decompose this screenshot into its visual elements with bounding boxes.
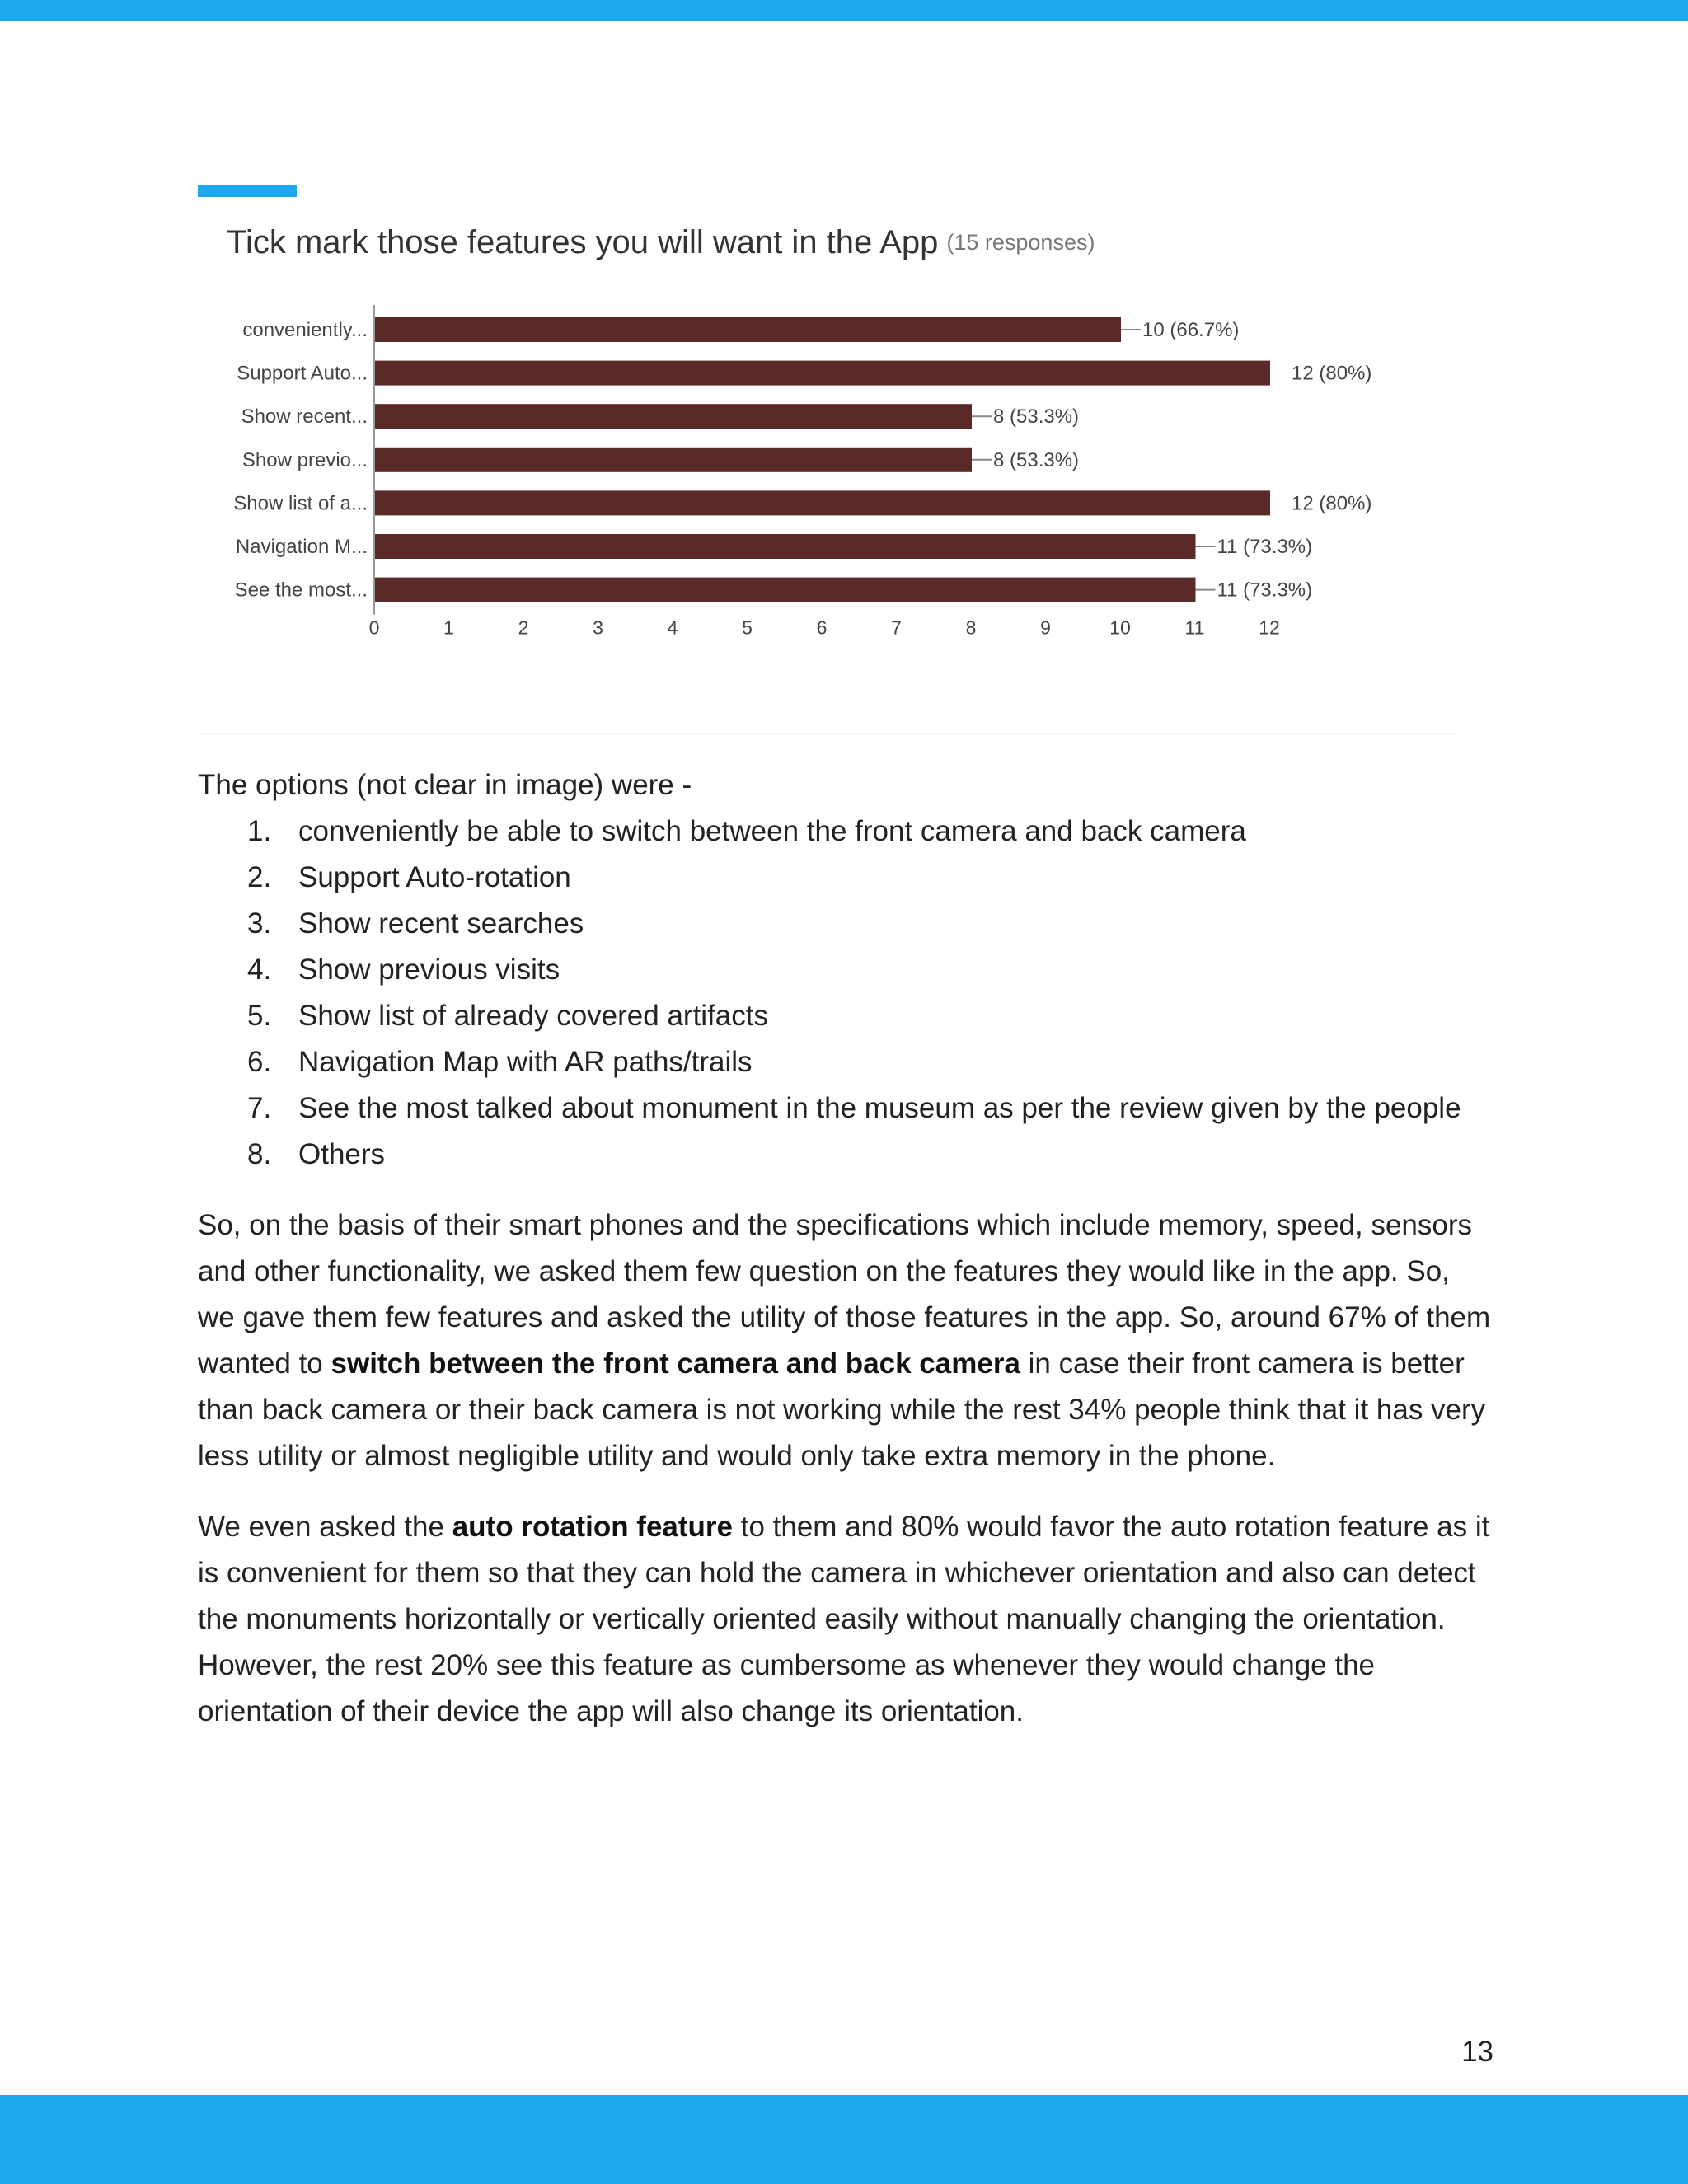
- chart-bar: [375, 490, 1270, 515]
- paragraph2-text-after: to them and 80% would favor the auto rotation feature as it is convenient for them so that they can hold the camera in whichever orientation and also can detect the monuments horizontally or vertically oriented easily without manually changing the orientation. However, the rest 20% see this feature as cumbersome as whenever they would change the orientation of their device the app will also change its orientation.: [198, 1511, 1490, 1727]
- option-item: [198, 947, 1492, 993]
- option-text: Show previous visits: [298, 954, 560, 986]
- chart-data-label: 8 (53.3%): [993, 405, 1080, 429]
- option-item: [198, 993, 1492, 1039]
- feature-bar-chart: [198, 305, 1467, 684]
- chart-data-label: 12 (80%): [1292, 362, 1372, 385]
- chart-x-tick-label: 0: [368, 616, 380, 639]
- chart-x-tick-label: 2: [518, 616, 529, 639]
- option-number: 8.: [247, 1138, 272, 1170]
- chart-x-tick-label: 11: [1184, 616, 1205, 639]
- paragraph2-bold: auto rotation feature: [452, 1511, 734, 1543]
- chart-category-label: Show recent...: [241, 405, 368, 429]
- chart-category-label: Show previo...: [241, 448, 368, 471]
- chart-bar: [375, 404, 972, 429]
- chart-category-label: Support Auto...: [237, 362, 368, 385]
- chart-category-label: conveniently...: [242, 319, 368, 341]
- option-item: [198, 901, 1492, 947]
- option-number: 1.: [247, 815, 272, 847]
- option-text: See the most talked about monument in the museum as per the review given by the people: [298, 1092, 1461, 1124]
- chart-x-tick-label: 9: [1040, 616, 1051, 639]
- paragraph1-text-before: So, on the basis of their smart phones and the specifications which include memory, speed, sensors and other functionality, we asked them few question on the features they would like in the app. So, we gave them few features and asked the utility of those features in the app. So, around 67% of them wanted to: [198, 1209, 1491, 1380]
- option-number: 4.: [247, 954, 272, 986]
- chart-x-tick-label: 8: [965, 616, 977, 639]
- paragraph2-text-before: We even asked the: [198, 1511, 452, 1543]
- option-item: [198, 855, 1492, 901]
- option-text: Show list of already covered artifacts: [298, 1000, 768, 1032]
- paragraph1-bold: switch between the front camera and back camera: [331, 1347, 1020, 1380]
- option-number: 3.: [247, 907, 272, 940]
- chart-x-tick-label: 7: [891, 616, 902, 639]
- option-text: Others: [298, 1138, 386, 1170]
- chart-category-label: See the most...: [234, 579, 368, 602]
- chart-x-tick-label: 6: [816, 616, 828, 639]
- chart-x-tick-label: 5: [742, 616, 753, 639]
- document-body: [198, 762, 1492, 1735]
- paragraph-camera-switch: [198, 1202, 1492, 1479]
- option-text: Show recent searches: [298, 907, 584, 940]
- chart-data-label: 11 (73.3%): [1217, 579, 1313, 602]
- chart-data-label: 8 (53.3%): [993, 448, 1080, 471]
- option-number: 6.: [247, 1046, 272, 1078]
- option-item: [198, 1132, 1492, 1178]
- chart-x-tick-label: 1: [443, 616, 454, 639]
- chart-category-label: Navigation M...: [235, 536, 368, 558]
- chart-x-tick-label: 12: [1259, 616, 1280, 639]
- chart-response-count: (15 responses): [946, 230, 1095, 255]
- chart-data-label: 11 (73.3%): [1217, 536, 1313, 558]
- section-accent-line: [198, 185, 297, 197]
- chart-data-label: 10 (66.7%): [1142, 319, 1240, 341]
- page-number: 13: [1461, 2036, 1493, 2068]
- option-item: [198, 1039, 1492, 1085]
- chart-data-label: 12 (80%): [1292, 492, 1372, 515]
- chart-x-tick-label: 3: [593, 616, 603, 639]
- chart-x-tick-label: 10: [1109, 616, 1131, 639]
- option-number: 7.: [247, 1092, 272, 1124]
- option-number: 5.: [247, 1000, 272, 1032]
- chart-bar: [375, 361, 1270, 386]
- option-text: Navigation Map with AR paths/trails: [298, 1046, 753, 1078]
- bottom-accent-bar: [0, 2095, 1688, 2184]
- option-text: Support Auto-rotation: [298, 861, 571, 893]
- option-item: [198, 808, 1492, 855]
- chart-bar: [375, 448, 972, 472]
- paragraph1-text-after: in case their front camera is better than back camera or their back camera is not working while the rest 34% people think that it has very less utility or almost negligible utility and would only take extra memory in the phone.: [198, 1347, 1486, 1472]
- chart-title-text: Tick mark those features you will want in the App: [227, 224, 939, 260]
- chart-title: [227, 224, 1095, 261]
- option-text: conveniently be able to switch between the front camera and back camera: [298, 815, 1246, 847]
- chart-divider: [198, 733, 1457, 734]
- option-item: [198, 1085, 1492, 1132]
- top-accent-bar: [0, 0, 1688, 21]
- option-number: 2.: [247, 861, 272, 893]
- chart-bar: [375, 317, 1121, 342]
- chart-bar: [375, 534, 1196, 559]
- paragraph-auto-rotation: [198, 1504, 1492, 1735]
- options-intro: The options (not clear in image) were -: [198, 769, 692, 801]
- chart-x-tick-label: 4: [667, 616, 678, 639]
- chart-bar: [375, 578, 1196, 602]
- chart-category-label: Show list of a...: [233, 492, 368, 515]
- options-list: [198, 808, 1492, 1178]
